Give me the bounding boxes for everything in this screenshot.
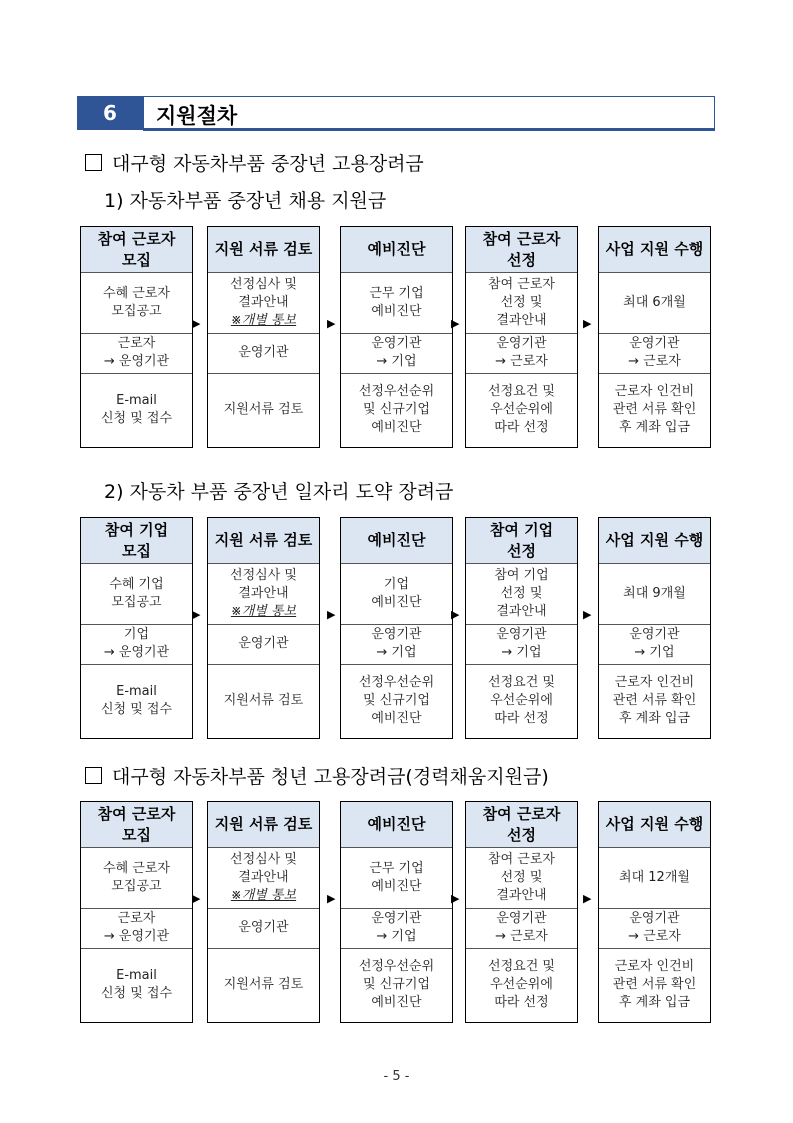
step-content	[599, 563, 710, 625]
title-line: 사업 지원 수행	[605, 531, 704, 549]
step-actor	[341, 908, 452, 949]
title-line: 예비진단	[367, 240, 426, 258]
detail-line: 신청 및 접수	[100, 985, 173, 1001]
program-heading-text: 대구형 자동차부품 중장년 고용장려금	[112, 153, 424, 175]
step-title	[599, 227, 710, 273]
step-title	[81, 802, 192, 848]
content-line: 모집공고	[111, 303, 162, 319]
content-line: 모집공고	[111, 594, 162, 610]
process-step	[80, 226, 193, 448]
title-line: 선정	[507, 825, 536, 844]
page-number: - 5 -	[383, 1069, 410, 1084]
arrow-right-icon: ▶	[451, 892, 460, 905]
title-line: 지원 서류 검토	[214, 240, 313, 258]
content-line: 결과안내	[238, 294, 289, 310]
step-note: ※개별 통보	[230, 312, 297, 328]
actor-line: → 운영기관	[103, 929, 170, 944]
step-actor	[341, 333, 452, 374]
step-actor	[599, 908, 710, 949]
step-detail	[466, 373, 577, 446]
process-step	[207, 517, 320, 739]
detail-line: 선정요건 및	[488, 383, 555, 399]
detail-line: 지원서류 검토	[223, 976, 304, 992]
content-line: 선정심사 및	[230, 851, 297, 867]
content-line: 결과안내	[496, 312, 547, 328]
step-detail	[466, 664, 577, 737]
step-content	[208, 847, 319, 909]
title-line: 참여 기업	[489, 520, 554, 539]
step-detail	[81, 664, 192, 737]
detail-line: 예비진단	[371, 994, 422, 1010]
actor-line: 운영기관	[371, 627, 422, 642]
actor-line: → 기업	[376, 929, 417, 944]
step-detail	[599, 373, 710, 446]
step-title	[341, 227, 452, 273]
step-detail	[341, 373, 452, 446]
actor-line: 운영기관	[238, 345, 289, 360]
title-line: 참여 근로자	[482, 804, 561, 823]
detail-line: 후 계좌 입금	[618, 419, 691, 435]
process-step	[598, 226, 711, 448]
detail-line: 신청 및 접수	[100, 410, 173, 426]
content-line: 결과안내	[496, 887, 547, 903]
actor-line: → 기업	[376, 645, 417, 660]
step-detail	[341, 664, 452, 737]
detail-line: 관련 서류 확인	[612, 401, 697, 417]
step-content	[341, 563, 452, 625]
process-flow-3	[80, 801, 713, 1025]
step-actor	[81, 333, 192, 374]
step-title	[341, 518, 452, 564]
title-line: 예비진단	[367, 531, 426, 549]
process-step	[207, 801, 320, 1023]
detail-line: 및 신규기업	[363, 401, 430, 417]
step-content	[341, 847, 452, 909]
detail-line: 선정요건 및	[488, 958, 555, 974]
actor-line: → 운영기관	[103, 645, 170, 660]
detail-line: 및 신규기업	[363, 692, 430, 708]
step-content	[466, 272, 577, 334]
process-step	[465, 517, 578, 739]
actor-line: 근로자	[117, 911, 156, 926]
arrow-right-icon: ▶	[583, 317, 592, 330]
title-line: 선정	[507, 541, 536, 560]
detail-line: 우선순위에	[490, 401, 553, 417]
detail-line: 따라 선정	[494, 419, 549, 435]
arrow-right-icon: ▶	[327, 608, 336, 621]
step-content	[341, 272, 452, 334]
detail-line: 우선순위에	[490, 692, 553, 708]
detail-line: 예비진단	[371, 710, 422, 726]
content-line: 참여 기업	[494, 567, 549, 583]
detail-line: E-mail	[116, 967, 157, 983]
content-line: 수혜 근로자	[103, 285, 170, 301]
step-detail	[81, 373, 192, 446]
step-detail	[208, 948, 319, 1021]
actor-line: → 기업	[376, 354, 417, 369]
content-line: 최대 12개월	[619, 869, 690, 885]
actor-line: 운영기관	[371, 336, 422, 351]
step-content	[208, 563, 319, 625]
actor-line: 운영기관	[496, 627, 547, 642]
process-step	[465, 226, 578, 448]
detail-line: 신청 및 접수	[100, 701, 173, 717]
step-note: ※개별 통보	[230, 887, 297, 903]
content-line: 최대 6개월	[623, 294, 686, 310]
step-actor	[466, 908, 577, 949]
actor-line: 운영기관	[238, 920, 289, 935]
title-line: 참여 근로자	[482, 229, 561, 248]
title-line: 모집	[122, 541, 151, 560]
actor-line: → 근로자	[495, 929, 548, 944]
actor-line: → 근로자	[628, 929, 681, 944]
title-line: 모집	[122, 250, 151, 269]
actor-line: 운영기관	[496, 911, 547, 926]
arrow-right-icon: ▶	[192, 608, 201, 621]
content-line: 선정 및	[500, 585, 543, 601]
detail-line: 관련 서류 확인	[612, 692, 697, 708]
actor-line: 운영기관	[238, 636, 289, 651]
detail-line: 선정우선순위	[358, 958, 435, 974]
step-actor	[599, 333, 710, 374]
step-detail	[81, 948, 192, 1021]
title-line: 사업 지원 수행	[605, 815, 704, 833]
step-title	[81, 518, 192, 564]
process-step	[340, 517, 453, 739]
section-header	[77, 96, 717, 130]
arrow-right-icon: ▶	[451, 608, 460, 621]
title-line: 사업 지원 수행	[605, 240, 704, 258]
program-heading-2	[85, 762, 549, 789]
title-line: 지원 서류 검토	[214, 531, 313, 549]
arrow-right-icon: ▶	[451, 317, 460, 330]
content-line: 예비진단	[371, 878, 422, 894]
step-content	[466, 563, 577, 625]
title-line: 모집	[122, 825, 151, 844]
detail-line: 근로자 인건비	[614, 958, 695, 974]
step-title	[466, 802, 577, 848]
content-line: 근무 기업	[369, 860, 424, 876]
step-content	[599, 272, 710, 334]
title-line: 선정	[507, 250, 536, 269]
step-actor	[208, 908, 319, 949]
section-title-box	[143, 96, 715, 131]
actor-line: 운영기관	[629, 627, 680, 642]
detail-line: 근로자 인건비	[614, 674, 695, 690]
step-title	[466, 227, 577, 273]
detail-line: 후 계좌 입금	[618, 710, 691, 726]
step-content	[81, 563, 192, 625]
detail-line: 관련 서류 확인	[612, 976, 697, 992]
actor-line: 운영기관	[629, 336, 680, 351]
step-title	[466, 518, 577, 564]
detail-line: 선정우선순위	[358, 674, 435, 690]
step-content	[81, 272, 192, 334]
step-actor	[81, 624, 192, 665]
sub-heading-2: 2) 자동차 부품 중장년 일자리 도약 장려금	[104, 481, 454, 503]
title-line: 참여 기업	[104, 520, 169, 539]
detail-line: 선정요건 및	[488, 674, 555, 690]
step-actor	[208, 333, 319, 374]
process-step	[598, 801, 711, 1023]
process-flow-1	[80, 226, 713, 450]
process-step	[598, 517, 711, 739]
content-line: 참여 근로자	[488, 851, 555, 867]
section-number: 6	[77, 96, 143, 130]
checkbox-icon	[85, 154, 102, 171]
step-title	[208, 518, 319, 564]
content-line: 예비진단	[371, 303, 422, 319]
title-line: 지원 서류 검토	[214, 815, 313, 833]
arrow-right-icon: ▶	[583, 608, 592, 621]
actor-line: 근로자	[117, 336, 156, 351]
actor-line: 운영기관	[496, 336, 547, 351]
detail-line: 선정우선순위	[358, 383, 435, 399]
detail-line: 지원서류 검토	[223, 692, 304, 708]
step-title	[599, 518, 710, 564]
content-line: 근무 기업	[369, 285, 424, 301]
step-detail	[466, 948, 577, 1021]
content-line: 예비진단	[371, 594, 422, 610]
step-actor	[466, 624, 577, 665]
step-title	[599, 802, 710, 848]
content-line: 기업	[383, 576, 410, 592]
program-heading-1	[85, 149, 424, 176]
detail-line: 따라 선정	[494, 994, 549, 1010]
process-step	[465, 801, 578, 1023]
actor-line: → 운영기관	[103, 354, 170, 369]
actor-line: → 근로자	[495, 354, 548, 369]
process-flow-2	[80, 517, 713, 741]
process-step	[340, 226, 453, 448]
process-step	[340, 801, 453, 1023]
detail-line: 지원서류 검토	[223, 401, 304, 417]
process-step	[207, 226, 320, 448]
step-content	[466, 847, 577, 909]
checkbox-icon	[85, 767, 102, 784]
process-step	[80, 801, 193, 1023]
step-actor	[208, 624, 319, 665]
content-line: 선정 및	[500, 869, 543, 885]
step-actor	[466, 333, 577, 374]
step-actor	[81, 908, 192, 949]
process-step	[80, 517, 193, 739]
step-title	[208, 227, 319, 273]
detail-line: 예비진단	[371, 419, 422, 435]
arrow-right-icon: ▶	[192, 317, 201, 330]
step-title	[208, 802, 319, 848]
step-content	[81, 847, 192, 909]
actor-line: 운영기관	[629, 911, 680, 926]
detail-line: 및 신규기업	[363, 976, 430, 992]
title-line: 참여 근로자	[97, 804, 176, 823]
detail-line: E-mail	[116, 683, 157, 699]
step-detail	[208, 373, 319, 446]
detail-line: 따라 선정	[494, 710, 549, 726]
program-heading-text: 대구형 자동차부품 청년 고용장려금(경력채움지원금)	[112, 766, 549, 788]
detail-line: 근로자 인건비	[614, 383, 695, 399]
step-detail	[599, 948, 710, 1021]
content-line: 수혜 근로자	[103, 860, 170, 876]
step-detail	[208, 664, 319, 737]
arrow-right-icon: ▶	[327, 317, 336, 330]
content-line: 결과안내	[238, 585, 289, 601]
detail-line: 후 계좌 입금	[618, 994, 691, 1010]
step-title	[341, 802, 452, 848]
content-line: 수혜 기업	[109, 576, 164, 592]
section-title: 지원절차	[156, 104, 238, 128]
step-content	[599, 847, 710, 909]
actor-line: → 근로자	[628, 354, 681, 369]
arrow-right-icon: ▶	[583, 892, 592, 905]
step-actor	[599, 624, 710, 665]
actor-line: → 기업	[501, 645, 542, 660]
detail-line: 우선순위에	[490, 976, 553, 992]
step-detail	[599, 664, 710, 737]
step-content	[208, 272, 319, 334]
sub-heading-1: 1) 자동차부품 중장년 채용 지원금	[104, 190, 387, 212]
content-line: 결과안내	[496, 603, 547, 619]
actor-line: 운영기관	[371, 911, 422, 926]
title-line: 참여 근로자	[97, 229, 176, 248]
step-detail	[341, 948, 452, 1021]
content-line: 결과안내	[238, 869, 289, 885]
arrow-right-icon: ▶	[327, 892, 336, 905]
step-title	[81, 227, 192, 273]
content-line: 선정심사 및	[230, 276, 297, 292]
arrow-right-icon: ▶	[192, 892, 201, 905]
content-line: 선정 및	[500, 294, 543, 310]
step-note: ※개별 통보	[230, 603, 297, 619]
actor-line: 기업	[123, 627, 150, 642]
step-actor	[341, 624, 452, 665]
content-line: 참여 근로자	[488, 276, 555, 292]
content-line: 최대 9개월	[623, 585, 686, 601]
content-line: 선정심사 및	[230, 567, 297, 583]
detail-line: E-mail	[116, 392, 157, 408]
actor-line: → 기업	[634, 645, 675, 660]
content-line: 모집공고	[111, 878, 162, 894]
title-line: 예비진단	[367, 815, 426, 833]
